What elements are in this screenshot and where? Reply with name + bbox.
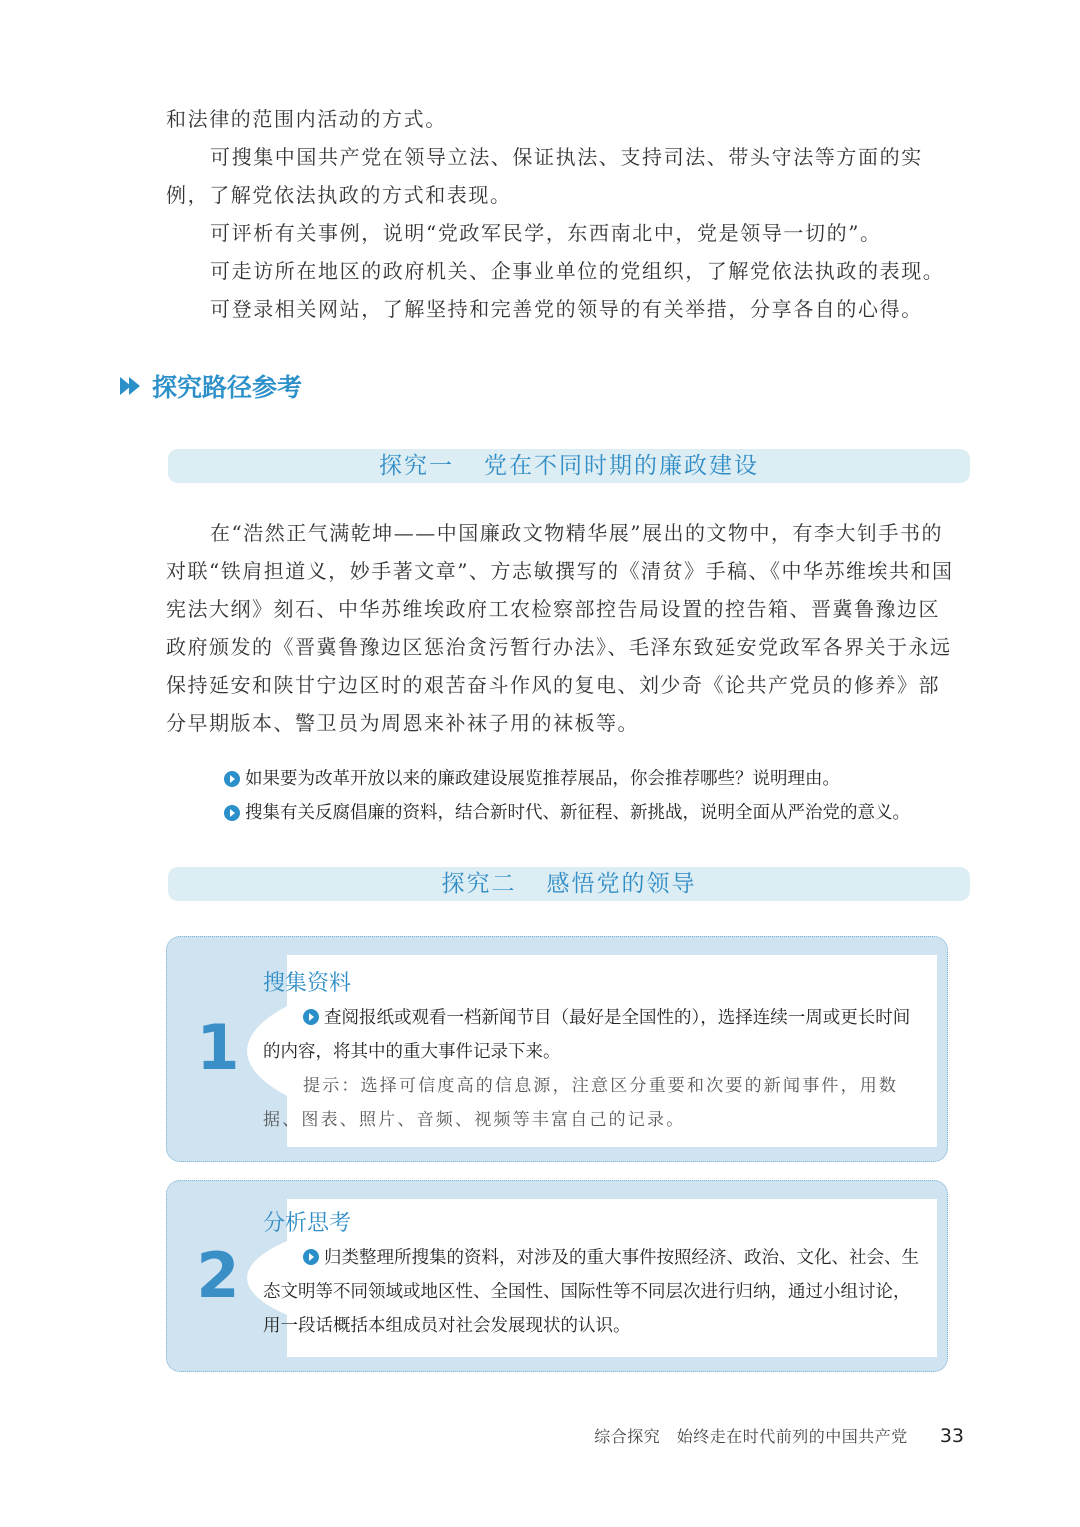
- intro-paragraph-3: 可评析有关事例，说明“党政军民学，东西南北中，党是领导一切的”。: [210, 221, 882, 245]
- step-title: 分析思考: [263, 1211, 352, 1236]
- footer-chapter: 综合探究 始终走在时代前列的中国共产党: [594, 1427, 908, 1446]
- intro-paragraph-4: 可走访所在地区的政府机关、企事业单位的党组织，了解党依法执政的表现。: [210, 259, 945, 283]
- page-number: 33: [939, 1425, 964, 1447]
- exploration-2-label: 探究二: [441, 871, 517, 897]
- step-number: 2: [196, 1239, 240, 1312]
- section-heading: [120, 368, 302, 404]
- step-number: 1: [196, 1011, 240, 1084]
- exploration-1-label: 探究一: [379, 453, 454, 479]
- play-bullet-icon: [303, 1249, 319, 1265]
- step-hint: 提示：选择可信度高的信息源，注意区分重要和次要的新闻事件，用数据、图表、照片、音频、视频等丰富自己的记录。: [263, 1076, 899, 1130]
- step-card-2: [166, 1180, 948, 1372]
- question-text: 搜集有关反腐倡廉的资料，结合新时代、新征程、新挑战，说明全面从严治党的意义。: [245, 803, 910, 823]
- play-bullet-icon: [224, 805, 240, 821]
- question-item: [224, 762, 964, 796]
- intro-paragraph-2: 可搜集中国共产党在领导立法、保证执法、支持司法、带头守法等方面的实例，了解党依法执政的方式和表现。: [166, 145, 923, 207]
- exploration-1-paragraph: 在“浩然正气满乾坤——中国廉政文物精华展”展出的文物中，有李大钊手书的对联“铁肩担道义，妙手著文章”、方志敏撰写的《清贫》手稿、《中华苏维埃共和国宪法大纲》刻石、中华苏维埃政府工农检察部控告局设置的控告箱、晋冀鲁豫边区政府颁发的《晋冀鲁豫边区惩治贪污暂行办法》、毛泽东致延安党政军各界关于永远保持延安和陕甘宁边区时的艰苦奋斗作风的复电、刘少奇《论共产党员的修养》部分早期版本、警卫员为周恩来补袜子用的袜板等。: [166, 521, 954, 735]
- exploration-1-title: 党在不同时期的廉政建设: [484, 453, 759, 479]
- play-bullet-icon: [224, 771, 240, 787]
- exploration-2-title: 感悟党的领导: [546, 871, 697, 897]
- double-arrow-icon: [120, 377, 138, 395]
- step-card-1: [166, 936, 948, 1162]
- question-text: 如果要为改革开放以来的廉政建设展览推荐展品，你会推荐哪些？说明理由。: [245, 769, 840, 789]
- exploration-1-questions: [224, 762, 964, 830]
- intro-paragraph-5: 可登录相关网站，了解坚持和完善党的领导的有关举措，分享各自的心得。: [210, 297, 923, 321]
- section-title: 探究路径参考: [152, 373, 303, 402]
- exploration-2-banner: [168, 867, 970, 901]
- step-body: 归类整理所搜集的资料，对涉及的重大事件按照经济、政治、文化、社会、生态文明等不同领域或地区性、全国性、国际性等不同层次进行归纳，通过小组讨论，用一段话概括本组成员对社会发展现状的认识。: [263, 1248, 919, 1336]
- question-item: [224, 796, 964, 830]
- intro-paragraph-1: 和法律的范围内活动的方式。: [166, 107, 447, 131]
- step-body: 查阅报纸或观看一档新闻节目（最好是全国性的），选择连续一周或更长时间的内容，将其中的重大事件记录下来。: [263, 1008, 911, 1062]
- page-footer: [594, 1424, 964, 1447]
- step-content: [263, 1207, 919, 1343]
- exploration-1-banner: [168, 449, 970, 483]
- step-title: 搜集资料: [263, 971, 352, 996]
- step-content: [263, 967, 919, 1137]
- play-bullet-icon: [303, 1009, 319, 1025]
